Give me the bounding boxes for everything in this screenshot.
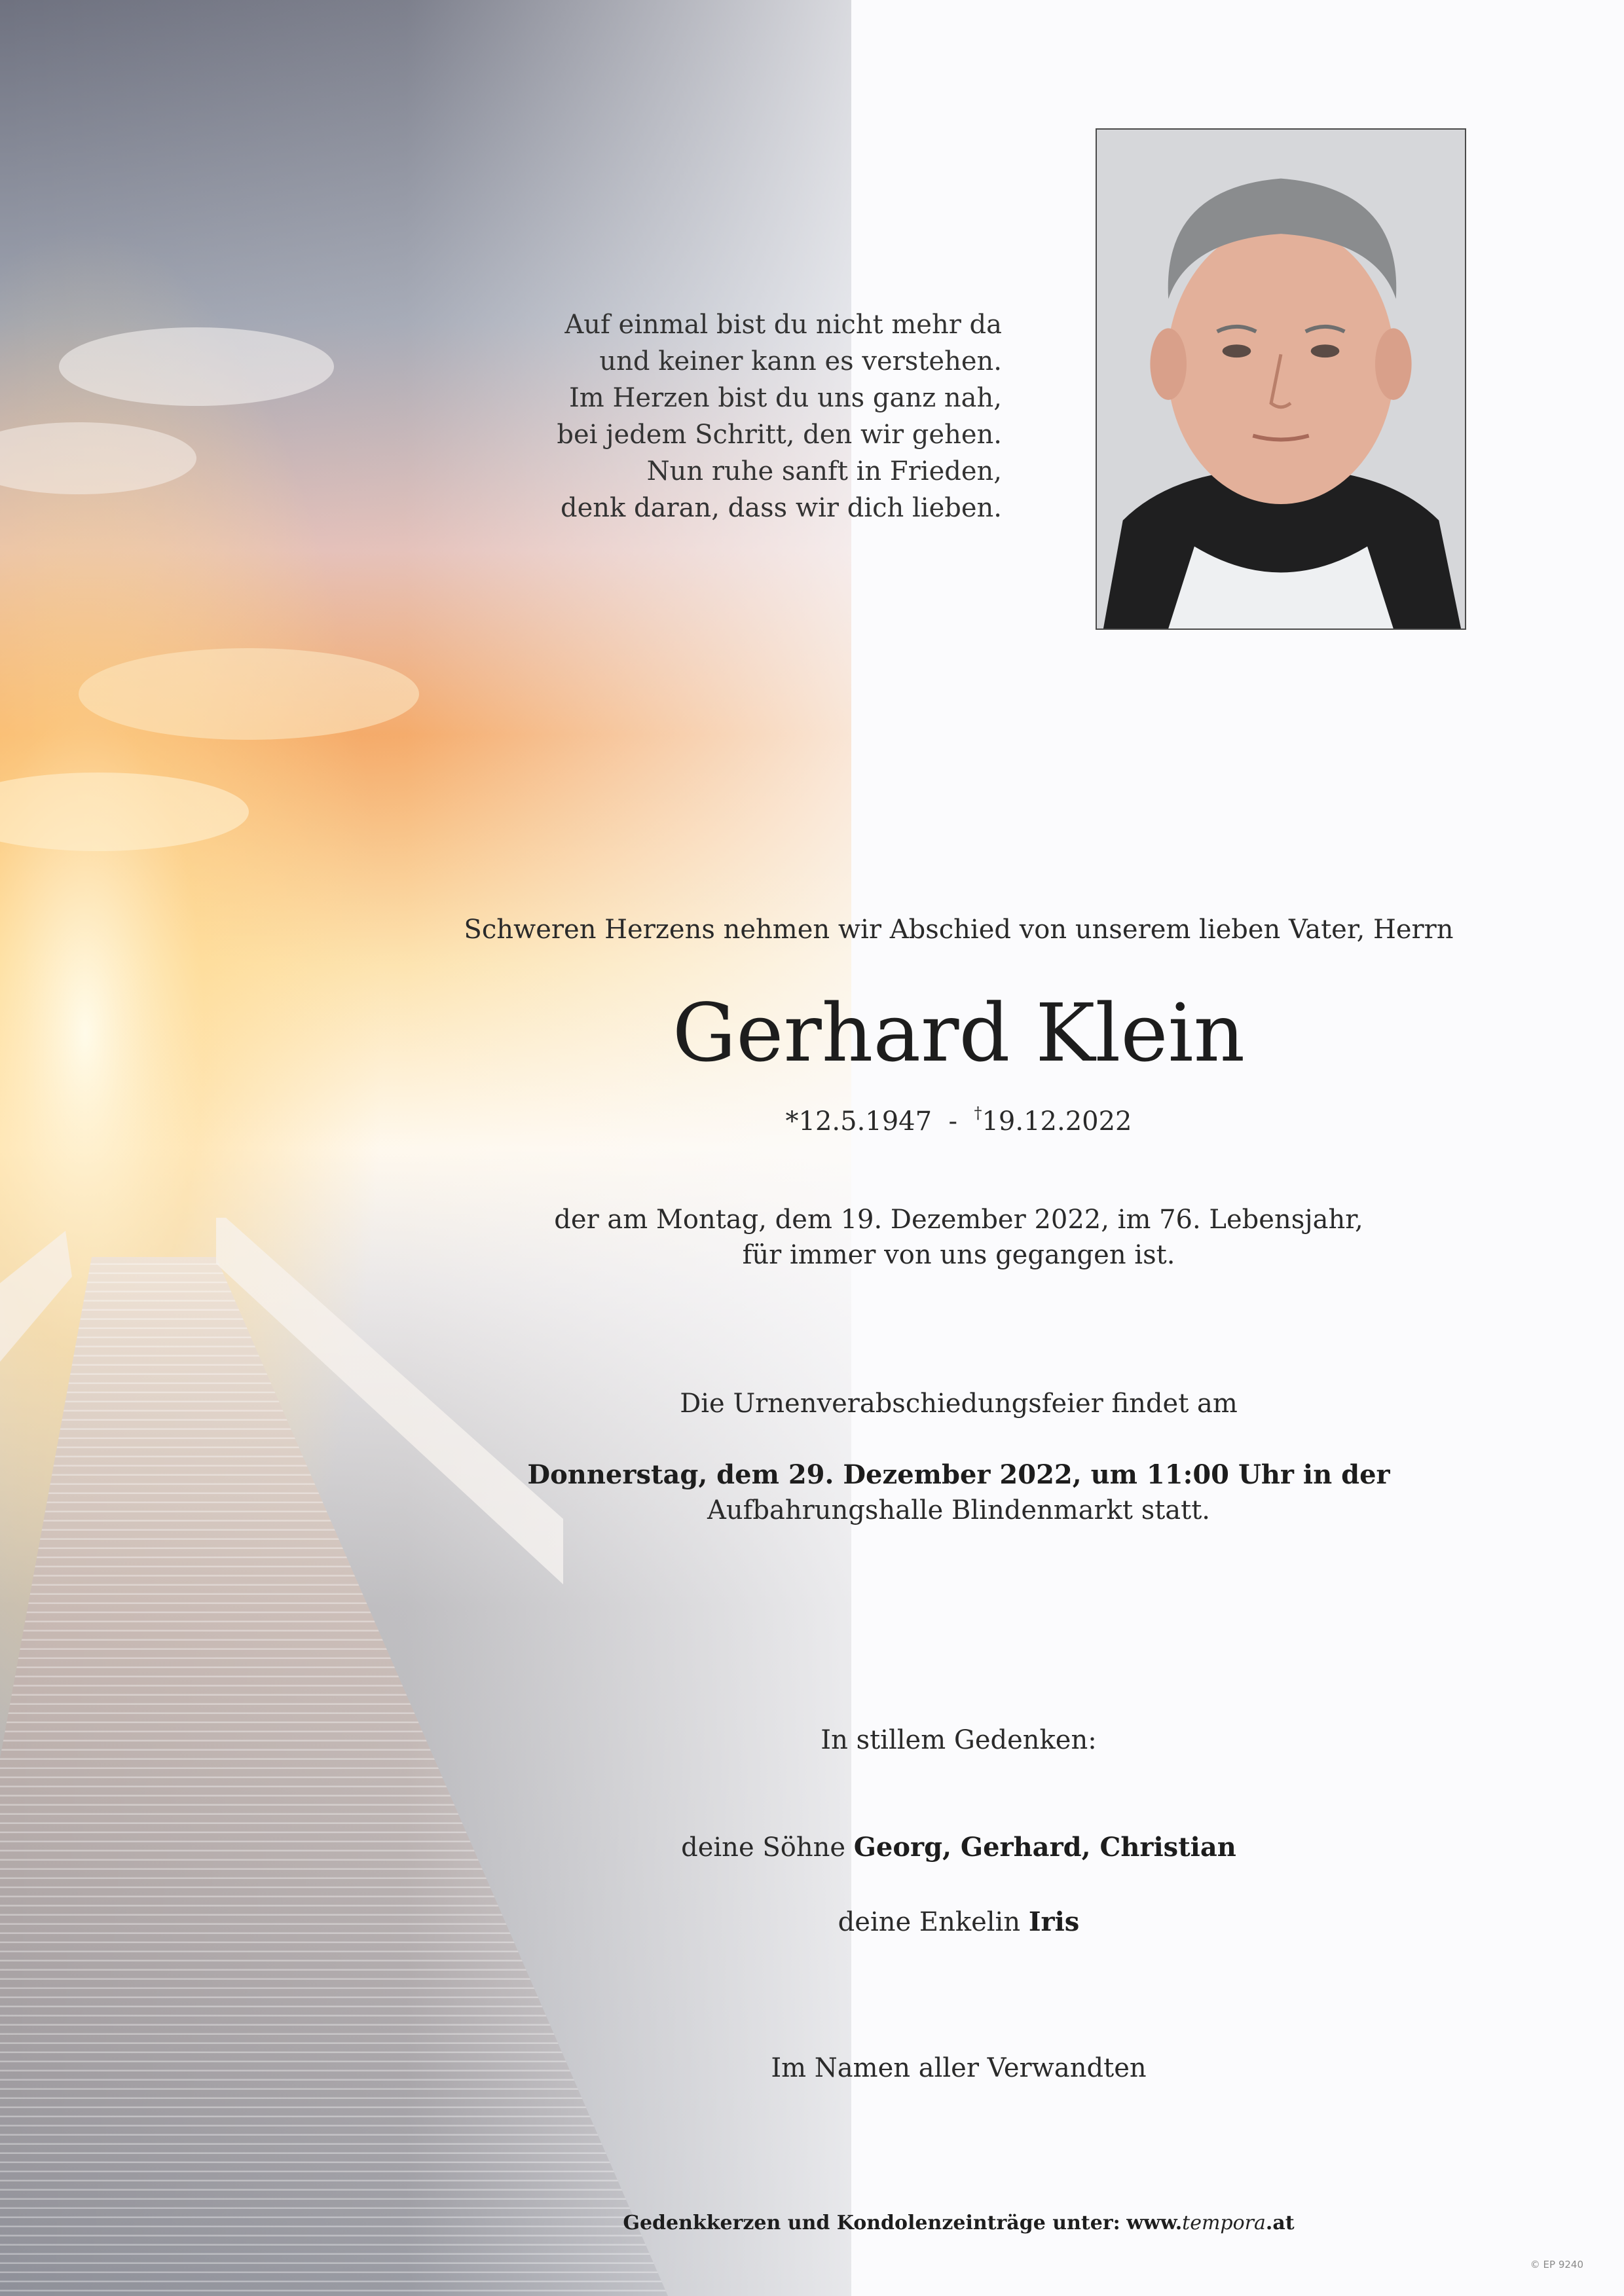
poem-line: denk daran, dass wir dich lieben.	[561, 493, 1002, 523]
footer	[458, 2210, 1459, 2236]
date-separator: -	[948, 1106, 958, 1137]
footer-link-suffix[interactable]: .at	[1265, 2212, 1295, 2234]
poem-line: bei jedem Schritt, den wir gehen.	[557, 420, 1002, 450]
footer-text: Gedenkkerzen und Kondolenzeinträge unter:	[623, 2212, 1120, 2234]
tempora-logo[interactable]: tempora	[1182, 2212, 1266, 2234]
ceremony-intro: Die Urnenverabschiedungsfeier findet am	[680, 1389, 1238, 1419]
death-announcement	[458, 1202, 1459, 1273]
sons-names: Georg, Gerhard, Christian	[853, 1832, 1236, 1863]
mourners-sons	[458, 1829, 1459, 1866]
death-mark: †	[974, 1104, 982, 1122]
poem-line: Im Herzen bist du uns ganz nah,	[569, 383, 1002, 413]
memory-heading: In stillem Gedenken:	[821, 1725, 1097, 1755]
mourners-grandchild	[458, 1904, 1459, 1941]
portrait-photo	[1096, 128, 1466, 630]
ceremony-details	[458, 1457, 1459, 1528]
birth-date: 12.5.1947	[798, 1106, 932, 1137]
intro-text: Schweren Herzens nehmen wir Abschied von unserem lieben Vater, Herrn	[464, 915, 1454, 945]
portrait-image	[1097, 130, 1465, 629]
grandchild-name: Iris	[1028, 1906, 1080, 1937]
ceremony-place: Aufbahrungshalle Blindenmarkt statt.	[707, 1495, 1211, 1525]
ceremony-date: Donnerstag, dem 29. Dezember 2022, um 11:00 Uhr in der	[527, 1459, 1390, 1490]
grandchild-prefix: deine Enkelin	[838, 1907, 1021, 1937]
copyright-note: © EP 9240	[1530, 2259, 1583, 2270]
footer-link-prefix[interactable]: www.	[1126, 2212, 1183, 2234]
sons-prefix: deine Söhne	[681, 1832, 846, 1863]
poem-line: und keiner kann es verstehen.	[599, 346, 1002, 376]
relatives-line: Im Namen aller Verwandten	[771, 2053, 1147, 2083]
life-dates	[458, 1096, 1459, 1139]
poem	[413, 306, 1002, 526]
birth-mark: *	[785, 1106, 799, 1137]
poem-line: Nun ruhe sanft in Frieden,	[646, 456, 1002, 486]
death-date: 19.12.2022	[982, 1106, 1132, 1137]
poem-line: Auf einmal bist du nicht mehr da	[564, 310, 1002, 340]
death-text-line: der am Montag, dem 19. Dezember 2022, im 76. Lebensjahr,	[554, 1205, 1363, 1235]
death-text-line: für immer von uns gegangen ist.	[742, 1240, 1175, 1270]
deceased-name: Gerhard Klein	[672, 987, 1246, 1080]
